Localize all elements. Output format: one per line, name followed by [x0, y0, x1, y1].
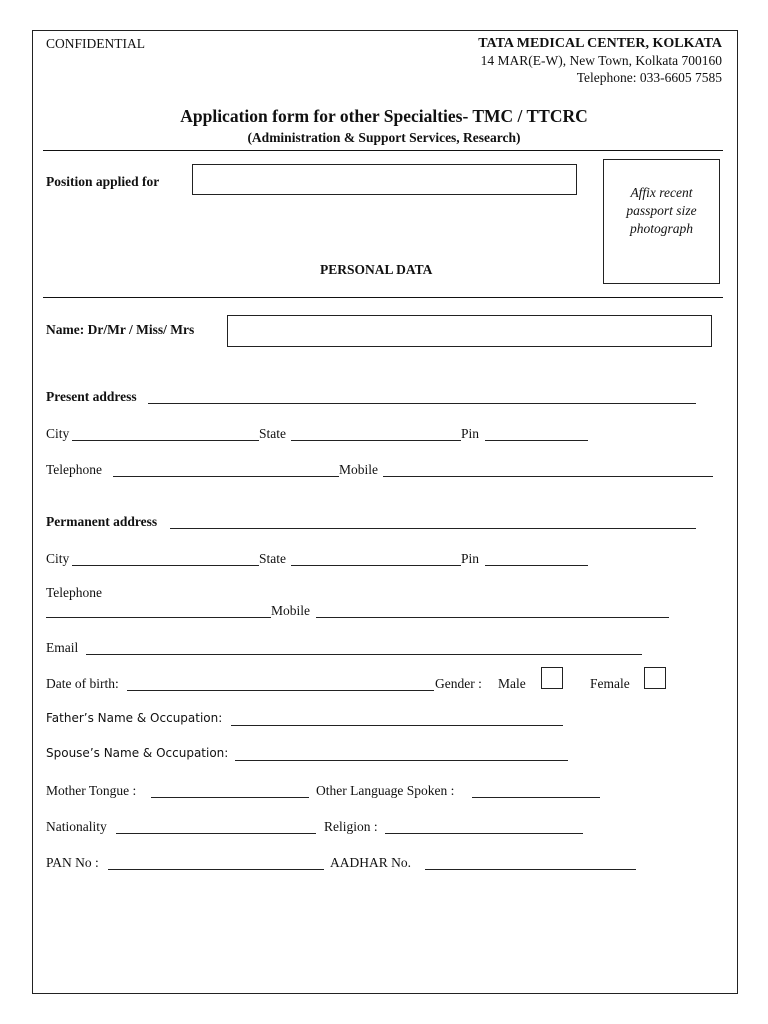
spouse-label: Spouse’s Name & Occupation: [46, 746, 229, 760]
father-label: Father’s Name & Occupation: [46, 711, 223, 725]
permanent-city-line[interactable] [72, 565, 259, 566]
religion-label: Religion : [324, 819, 378, 834]
other-language-label: Other Language Spoken : [316, 783, 455, 798]
religion-line[interactable] [385, 833, 583, 834]
org-address: 14 MAR(E-W), New Town, Kolkata 700160 [480, 53, 722, 68]
form-title: Application form for other Specialties- TMC / TTCRC [180, 106, 588, 126]
position-input[interactable] [192, 164, 577, 195]
present-pin-line[interactable] [485, 440, 588, 441]
aadhar-label: AADHAR No. [330, 855, 411, 870]
nationality-line[interactable] [116, 833, 316, 834]
permanent-address-label: Permanent address [46, 514, 158, 529]
pan-line[interactable] [108, 869, 324, 870]
permanent-pin-line[interactable] [485, 565, 588, 566]
present-state-label: State [259, 426, 286, 441]
father-line[interactable] [231, 725, 563, 726]
permanent-address-line[interactable] [170, 528, 696, 529]
spouse-line[interactable] [235, 760, 568, 761]
present-city-label: City [46, 426, 70, 441]
permanent-city-label: City [46, 551, 70, 566]
dob-label: Date of birth: [46, 676, 119, 691]
org-name: TATA MEDICAL CENTER, KOLKATA [478, 36, 722, 51]
permanent-pin-label: Pin [461, 551, 480, 566]
gender-label: Gender : [435, 676, 482, 691]
form-subtitle: (Administration & Support Services, Research) [247, 130, 521, 145]
present-address-label: Present address [46, 389, 137, 404]
dob-line[interactable] [127, 690, 434, 691]
org-telephone: Telephone: 033-6605 7585 [576, 70, 722, 85]
female-checkbox[interactable] [644, 667, 666, 689]
female-label: Female [590, 676, 630, 691]
permanent-mobile-line[interactable] [316, 617, 669, 618]
photo-instruction: Affix recent passport size photograph [626, 185, 697, 236]
present-telephone-line[interactable] [113, 476, 339, 477]
nationality-label: Nationality [46, 819, 107, 834]
section-personal-data: PERSONAL DATA [320, 262, 433, 277]
permanent-mobile-label: Mobile [271, 603, 310, 618]
aadhar-line[interactable] [425, 869, 636, 870]
present-telephone-label: Telephone [46, 462, 103, 477]
other-language-line[interactable] [472, 797, 600, 798]
name-label: Name: Dr/Mr / Miss/ Mrs [46, 322, 195, 337]
permanent-state-label: State [259, 551, 286, 566]
position-label: Position applied for [46, 174, 160, 189]
pan-label: PAN No : [46, 855, 99, 870]
section-divider [43, 297, 723, 298]
present-mobile-line[interactable] [383, 476, 713, 477]
email-line[interactable] [86, 654, 642, 655]
permanent-state-line[interactable] [291, 565, 461, 566]
present-address-line[interactable] [148, 403, 696, 404]
male-checkbox[interactable] [541, 667, 563, 689]
permanent-telephone-line[interactable] [46, 617, 271, 618]
name-input[interactable] [227, 315, 712, 347]
header-divider [43, 150, 723, 151]
present-city-line[interactable] [72, 440, 259, 441]
present-pin-label: Pin [461, 426, 480, 441]
present-state-line[interactable] [291, 440, 461, 441]
photo-box[interactable] [603, 159, 720, 284]
email-label: Email [46, 640, 79, 655]
permanent-telephone-label: Telephone [46, 585, 103, 600]
present-mobile-label: Mobile [339, 462, 378, 477]
mother-tongue-label: Mother Tongue : [46, 783, 137, 798]
mother-tongue-line[interactable] [151, 797, 309, 798]
male-label: Male [498, 676, 526, 691]
confidential-label: CONFIDENTIAL [46, 36, 145, 51]
